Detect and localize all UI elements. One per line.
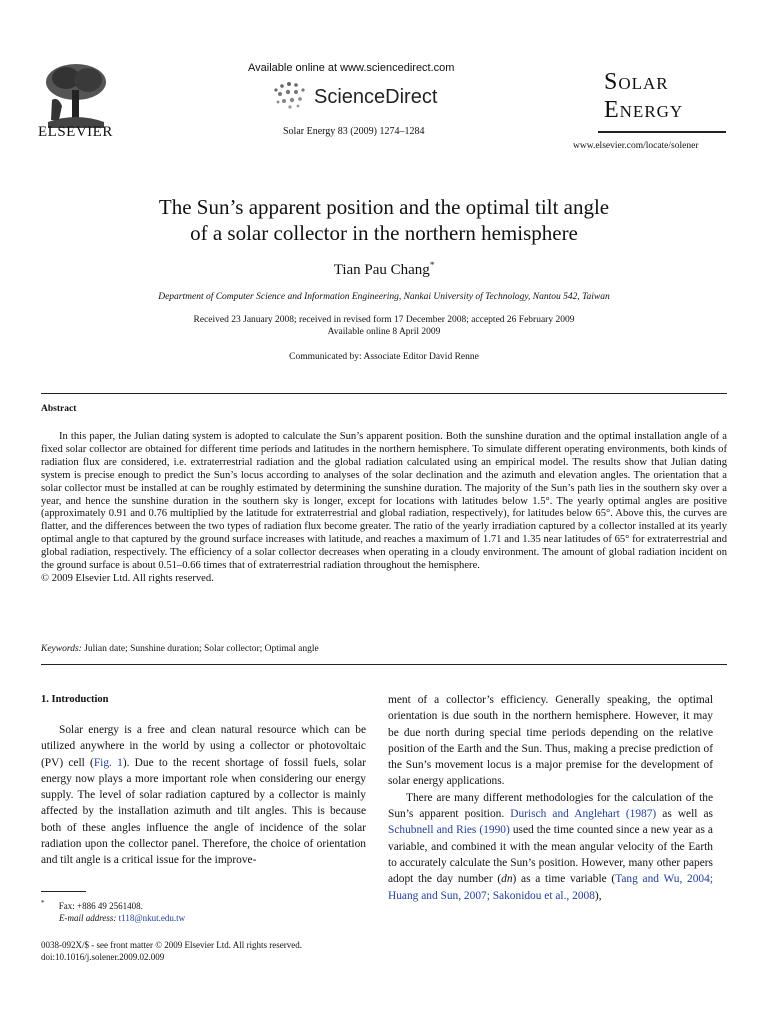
keywords-label: Keywords: [41, 644, 82, 654]
journal-url[interactable]: www.elsevier.com/locate/solener [573, 141, 699, 151]
ref-tang-huang-sakonidou-link[interactable]: Tang and Wu, 2004; Huang and Sun, 2007; Sakonidou et al., 2008 [388, 873, 713, 902]
front-matter-footer [41, 939, 302, 963]
journal-title [604, 68, 724, 124]
abstract-copyright: © 2009 Elsevier Ltd. All rights reserved. [41, 572, 214, 584]
author-name: Tian Pau Chang [333, 262, 430, 278]
intro-paragraph-1: Solar energy is a free and clean natural resource which can be utilized anywhere in the world by using a collector or photovoltaic (PV) cell (Fig. 1). Due to the recent shortage of fossil fuels, solar energy now plays a more important role when considering our energy supply. The level of solar radiation captured by a collector is mainly affected by the installation azimuth and tilt angles. This is because both of these angles influence the angle of incidence of the solar radiation upon the collector panel. Therefore, the choice of orientation and tilt angle is a critical issue for the improve- [41, 724, 366, 867]
keywords-line [41, 644, 319, 654]
communicated-by: Communicated by: Associate Editor David Renne [289, 352, 479, 362]
intro-right-column [388, 692, 713, 904]
available-online-date: Available online 8 April 2009 [327, 327, 441, 337]
dates [0, 314, 768, 338]
keywords-text: Julian date; Sunshine duration; Solar collector; Optimal angle [84, 644, 319, 654]
article-title [0, 194, 768, 246]
article-title-line1: The Sun’s apparent position and the optimal tilt angle [158, 195, 610, 219]
sciencedirect-dots-icon [270, 80, 310, 110]
footnote [41, 897, 185, 924]
author-line [0, 260, 768, 279]
journal-title-line1: Solar [604, 69, 669, 95]
affiliation: Department of Computer Science and Information Engineering, Nankai University of Technology, Nantou 542, Taiwan [158, 292, 610, 302]
ref-schubnell-ries-link[interactable]: Schubnell and Ries (1990) [388, 824, 510, 837]
figure-1-link[interactable]: Fig. 1 [93, 756, 123, 769]
footnote-email: E-mail address: t118@nkut.edu.tw [59, 913, 186, 923]
footnote-fax: * Fax: +886 49 2561408. [41, 899, 143, 911]
journal-title-line2: Energy [604, 97, 684, 123]
journal-title-rule [598, 131, 726, 133]
intro-paragraph-2: There are many different methodologies for the calculation of the Sun’s apparent position. Durisch and Anglehart (1987) as well as Schubnell and Ries (1990) used the time counted since a new year as a variable, and combined it with the mean angular velocity of the Earth to accurately calculate the Sun’s position. However, many other papers adopt the day number (dn) as a time variable (Tang and Wu, 2004; Huang and Sun, 2007; Sakonidou et al., 2008), [388, 791, 713, 902]
sciencedirect-wordmark: ScienceDirect [314, 86, 438, 108]
abstract-heading: Abstract [41, 404, 77, 414]
abstract-text: In this paper, the Julian dating system is adopted to calculate the Sun’s apparent position. Both the sunshine duration and the optimal installation angle of a fixed solar collector are obtained for different time periods and latitudes in the northern hemisphere. To simulate different operating environments, both kinds of radiation flux are considered, i.e. extraterrestrial radiation and the global radiation calculated using an empirical model. The results show that Julian dating system is precise enough to predict the Sun’s locus according to analyses of the solar declination and the azimuth and elevation angles. The orientation that a solar collector must be installed at can be roughly estimated by determining the sunshine duration. The majority of the Sun’s path lies in the southern sky over a year, and hence the sunshine duration in the southern sky is longer, except for locations with latitudes below 1.5°. The yearly optimal angles are positive (approximately 0.91 and 0.76 multiplied by the latitude for extraterrestrial and global radiation, respectively), for latitudes below 65°. Above this, the curves are flatter, and the differences between the two types of radiation flux become greater. The ratio of the yearly irradiation captured by a collector installed at its yearly optimal angle to that captured by the ground surface increases with latitude, and reaches a maximum of 1.71 and 1.35 near latitudes of 65° for extraterrestrial and global radiation, respectively. The efficiency of a solar collector decreases when operating in a cloudy environment. The amount of global radiation incident on the ground surface is about 0.51–0.66 times that of extraterrestrial radiation throughout the hemisphere. [41, 431, 727, 572]
article-title-line2: of a solar collector in the northern hemisphere [190, 221, 578, 245]
intro-left-column [41, 722, 366, 869]
footnote-rule [41, 891, 86, 892]
received-dates: Received 23 January 2008; received in revised form 17 December 2008; accepted 26 February 2009 [193, 315, 575, 325]
abstract-top-rule [41, 393, 727, 394]
abstract-body [41, 431, 727, 586]
elsevier-tree-icon [38, 60, 114, 128]
intro-paragraph-1-continued: ment of a collector’s efficiency. Generally speaking, the optimal orientation is due south in the northern hemisphere. However, it may be due north during special time periods depending on the relative position of the Earth and the Sun. Thus, making a precise prediction of the Sun’s movement locus is a major premise for the development of solar energy applications. [388, 694, 713, 788]
sciencedirect-logo [270, 80, 460, 112]
elsevier-logo [38, 60, 118, 130]
doi-line[interactable]: doi:10.1016/j.solener.2009.02.009 [41, 952, 165, 962]
intro-heading: 1. Introduction [41, 694, 109, 705]
available-online: Available online at www.sciencedirect.com [248, 62, 455, 74]
email-link[interactable]: t118@nkut.edu.tw [118, 913, 186, 923]
front-matter-line: 0038-092X/$ - see front matter © 2009 Elsevier Ltd. All rights reserved. [41, 940, 303, 950]
abstract-bottom-rule [41, 664, 727, 665]
journal-citation: Solar Energy 83 (2009) 1274–1284 [283, 126, 425, 137]
ref-durisch-anglehart-link[interactable]: Durisch and Anglehart (1987) [510, 808, 657, 821]
author-footnote-mark[interactable]: * [429, 260, 435, 270]
publisher-name: ELSEVIER [38, 124, 113, 140]
